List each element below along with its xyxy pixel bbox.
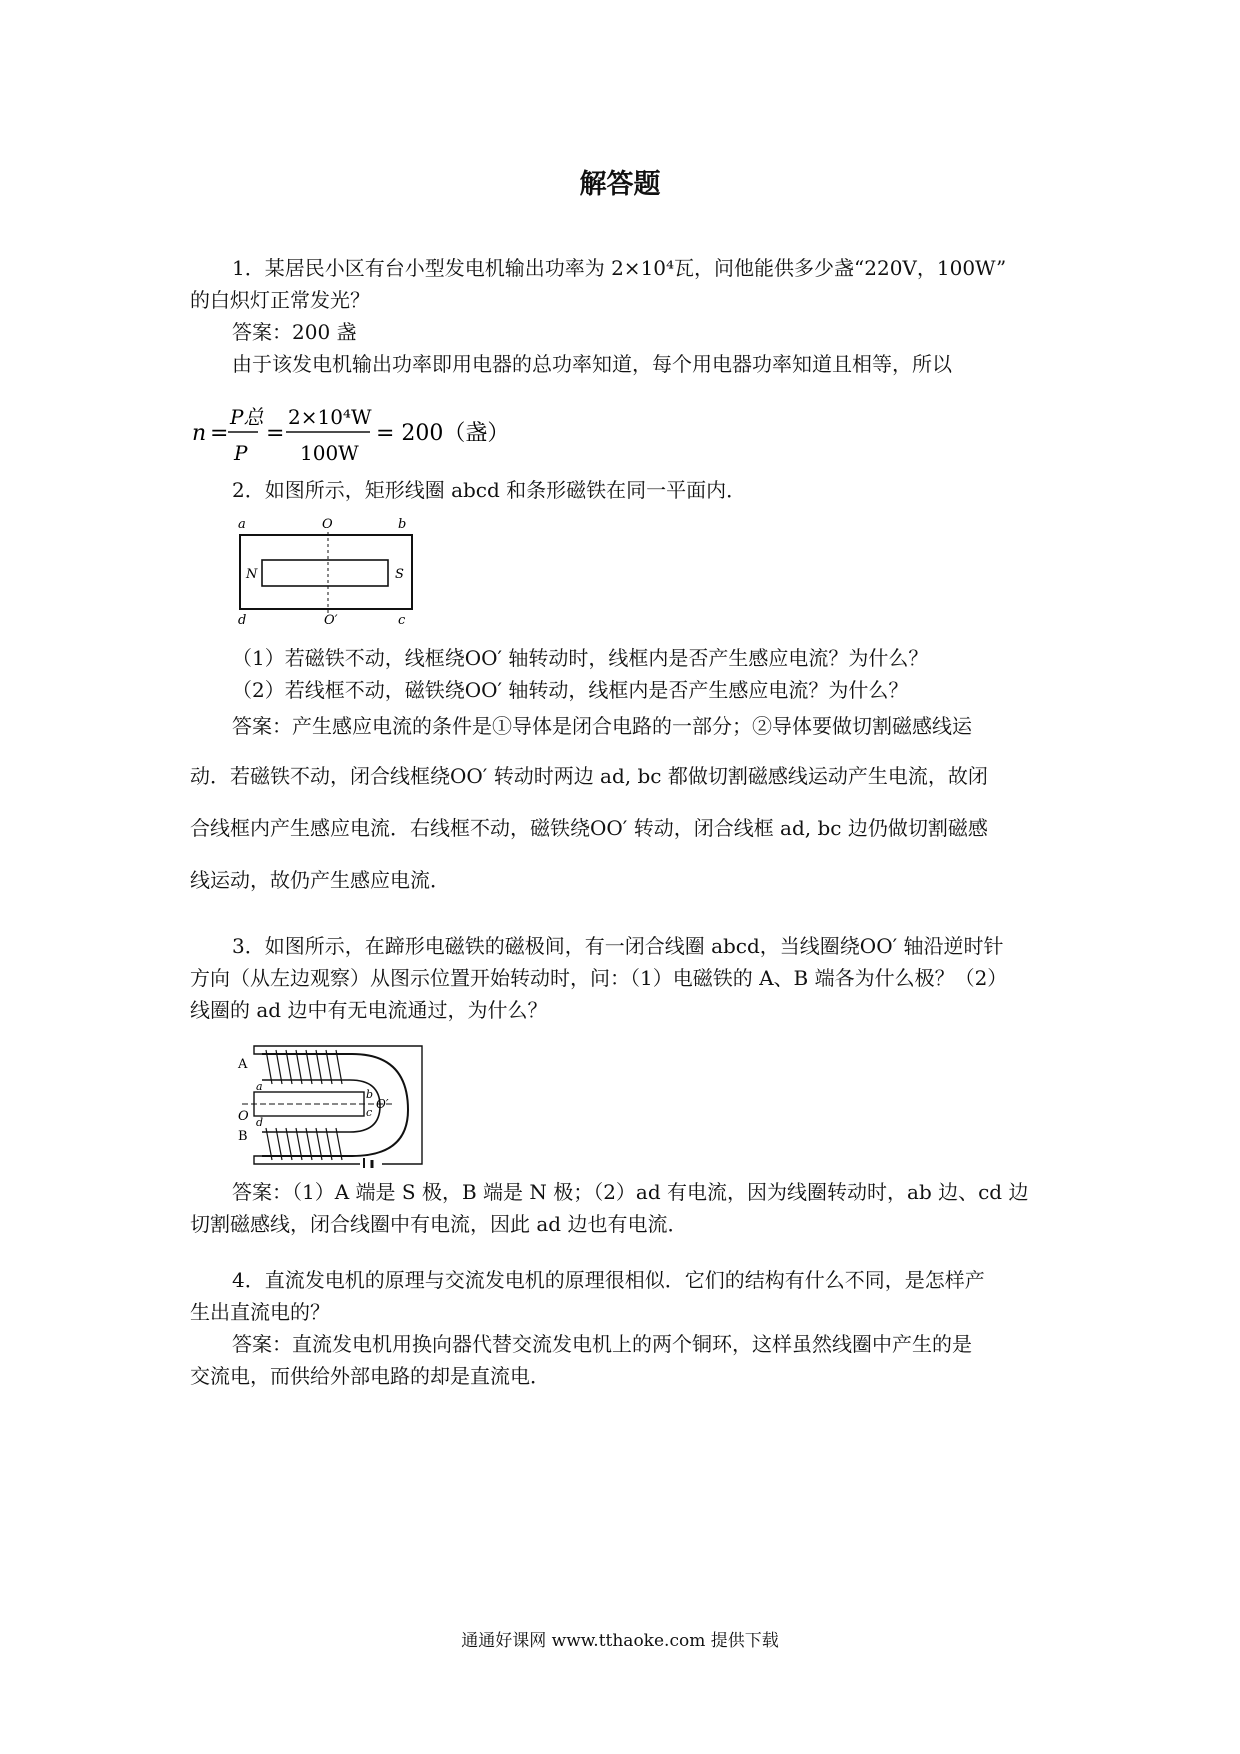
q3-answer-1: 答案：（1）A 端是 S 极，B 端是 N 极；（2）ad 有电流，因为线圈转动时，ab 边、cd 边 bbox=[232, 1180, 1029, 1204]
fig3-yoke-inner bbox=[262, 1080, 380, 1132]
page-title: 解答题 bbox=[579, 169, 661, 200]
fig3-label-Oprime: O′ bbox=[376, 1097, 389, 1111]
q1-line1: 1．某居民小区有台小型发电机输出功率为 2×10⁴瓦，问他能供多少盏“220V，100W” bbox=[232, 256, 1007, 280]
q1-answer: 答案：200 盏 bbox=[232, 320, 357, 344]
fig-label-c: c bbox=[398, 613, 406, 624]
fig-label-d: d bbox=[238, 613, 247, 624]
fig-label-Oprime: O′ bbox=[324, 613, 338, 624]
q1-formula bbox=[192, 396, 552, 472]
q2-answer-3: 合线框内产生感应电流．右线框不动，磁铁绕OO′ 转动，闭合线框 ad, bc 边仍做切割磁感 bbox=[190, 816, 988, 840]
fig3-label-c: c bbox=[366, 1106, 373, 1119]
fig-label-a: a bbox=[238, 517, 246, 532]
q2-line1: 2．如图所示，矩形线圈 abcd 和条形磁铁在同一平面内． bbox=[232, 478, 747, 502]
fig-label-S: S bbox=[395, 567, 404, 582]
q2-answer-1: 答案：产生感应电流的条件是①导体是闭合电路的一部分；②导体要做切割磁感线运 bbox=[232, 714, 972, 738]
fig-coil-abcd bbox=[240, 535, 412, 609]
formula-result: = 200（盏） bbox=[376, 421, 510, 446]
q2-sub2: （2）若线框不动，磁铁绕OO′ 轴转动，线框内是否产生感应电流？为什么？ bbox=[232, 678, 909, 702]
svg-text:=: = bbox=[210, 421, 229, 446]
q4-line2: 生出直流电的？ bbox=[190, 1300, 330, 1324]
q2-answer-2: 动．若磁铁不动，闭合线框绕OO′ 转动时两边 ad, bc 都做切割磁感线运动产生电流，故闭 bbox=[190, 764, 988, 788]
q3-line3: 线圈的 ad 边中有无电流通过，为什么？ bbox=[190, 998, 548, 1022]
q3-line2: 方向（从左边观察）从图示位置开始转动时，问：（1）电磁铁的 A、B 端各为什么极？（2） bbox=[190, 966, 1008, 990]
q4-answer-1: 答案：直流发电机用换向器代替交流发电机上的两个铜环，这样虽然线圈中产生的是 bbox=[232, 1332, 972, 1356]
svg-text:=: = bbox=[266, 421, 285, 446]
formula-num1: P总 bbox=[230, 405, 264, 429]
q3-figure bbox=[232, 1040, 432, 1172]
fig3-winding-top bbox=[266, 1050, 342, 1084]
fig3-label-b: b bbox=[366, 1088, 374, 1101]
fig-label-O: O bbox=[322, 517, 333, 532]
fig3-label-a: a bbox=[256, 1080, 263, 1093]
q4-answer-2: 交流电，而供给外部电路的却是直流电． bbox=[190, 1364, 550, 1388]
q1-line2: 的白炽灯正常发光？ bbox=[190, 288, 370, 312]
formula-lhs: n bbox=[192, 421, 207, 446]
q2-answer-4: 线运动，故仍产生感应电流． bbox=[190, 868, 450, 892]
q3-answer-2: 切割磁感线，闭合线圈中有电流，因此 ad 边也有电流． bbox=[190, 1212, 688, 1236]
fig3-label-O: O bbox=[238, 1109, 249, 1124]
fig3-label-B: B bbox=[238, 1129, 248, 1144]
q4-line1: 4．直流发电机的原理与交流发电机的原理很相似．它们的结构有什么不同，是怎样产 bbox=[232, 1268, 985, 1292]
q1-explanation: 由于该发电机输出功率即用电器的总功率知道，每个用电器功率知道且相等，所以 bbox=[232, 352, 952, 376]
fig3-label-A: A bbox=[238, 1057, 248, 1072]
q3-line1: 3．如图所示，在蹄形电磁铁的磁极间，有一闭合线圈 abcd，当线圈绕OO′ 轴沿逆时针 bbox=[232, 934, 1004, 958]
fig-label-N: N bbox=[246, 567, 258, 582]
fig3-label-d: d bbox=[256, 1116, 264, 1129]
q2-figure bbox=[232, 514, 432, 628]
page-footer: 通通好课网 www.tthaoke.com 提供下载 bbox=[461, 1631, 779, 1651]
formula-num2: 2×10⁴W bbox=[288, 405, 372, 429]
q2-sub1: （1）若磁铁不动，线框绕OO′ 轴转动时，线框内是否产生感应电流？为什么？ bbox=[232, 646, 929, 670]
fig-label-b: b bbox=[398, 517, 407, 532]
formula-den2: 100W bbox=[300, 441, 359, 465]
formula-den1: P bbox=[234, 441, 248, 465]
fig-bar-magnet bbox=[262, 560, 388, 586]
